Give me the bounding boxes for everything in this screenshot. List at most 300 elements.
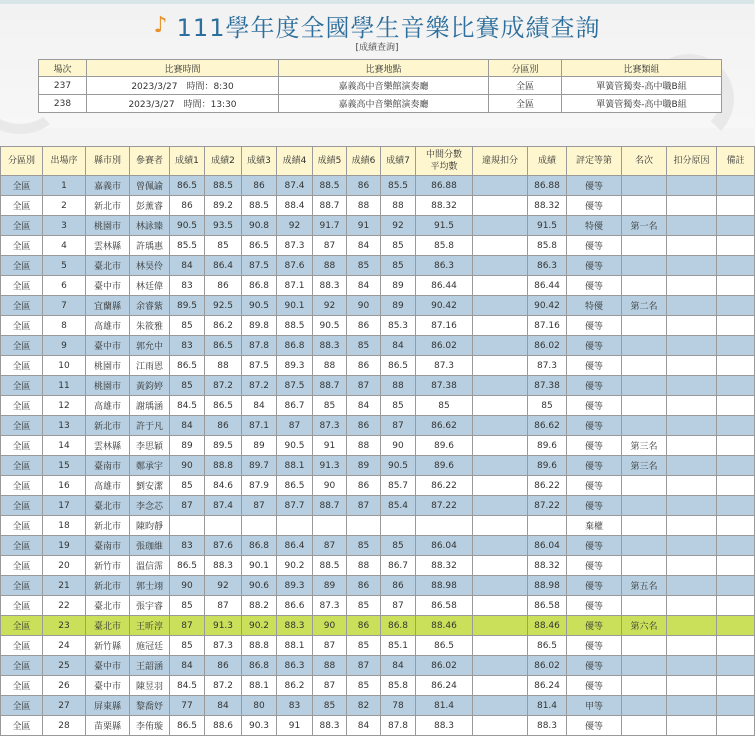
table-cell: 84	[347, 276, 381, 296]
table-cell: 87.4	[277, 176, 313, 196]
table-cell: 陳昀靜	[130, 516, 170, 536]
title-wrap	[0, 8, 754, 43]
table-cell	[667, 656, 717, 676]
table-cell: 92	[205, 576, 242, 596]
table-cell: 全區	[1, 576, 43, 596]
table-cell: 85	[381, 536, 416, 556]
table-cell: 90	[313, 476, 347, 496]
table-cell: 全區	[1, 656, 43, 676]
table-cell: 全區	[1, 676, 43, 696]
table-cell: 優等	[567, 596, 622, 616]
table-cell: 臺南市	[86, 536, 130, 556]
table-cell: 81.4	[528, 696, 567, 716]
table-cell: 88.46	[416, 616, 473, 636]
table-cell	[667, 276, 717, 296]
table-cell: 85	[313, 696, 347, 716]
table-cell: 87.38	[528, 376, 567, 396]
table-cell: 90.6	[242, 576, 277, 596]
table-cell: 優等	[567, 616, 622, 636]
table-cell: 全區	[1, 516, 43, 536]
table-cell: 優等	[567, 576, 622, 596]
table-cell: 86.6	[277, 596, 313, 616]
table-cell	[473, 476, 528, 496]
results-header-cell: 出場序	[43, 147, 86, 176]
table-cell	[717, 556, 755, 576]
table-cell: 88.5	[277, 316, 313, 336]
table-row	[1, 296, 755, 316]
table-cell: 87	[313, 236, 347, 256]
table-cell: 余睿紫	[130, 296, 170, 316]
table-cell: 雲林縣	[86, 236, 130, 256]
table-cell: 87.3	[277, 236, 313, 256]
table-cell	[667, 256, 717, 276]
table-cell	[667, 336, 717, 356]
table-cell	[667, 456, 717, 476]
table-cell	[622, 416, 667, 436]
table-row	[1, 576, 755, 596]
table-cell	[717, 436, 755, 456]
table-row	[1, 476, 755, 496]
table-cell	[667, 676, 717, 696]
table-cell: 91	[347, 216, 381, 236]
table-cell: 全區	[1, 616, 43, 636]
table-cell: 93.5	[205, 216, 242, 236]
table-cell: 87	[170, 616, 205, 636]
table-cell	[622, 676, 667, 696]
table-cell: 88.1	[277, 636, 313, 656]
table-cell: 85	[381, 396, 416, 416]
table-cell: 87	[205, 596, 242, 616]
table-cell	[717, 616, 755, 636]
table-cell	[667, 516, 717, 536]
table-cell: 88	[347, 556, 381, 576]
table-cell: 雲林縣	[86, 436, 130, 456]
table-cell: 87	[242, 496, 277, 516]
results-header-cell: 違規扣分	[473, 147, 528, 176]
table-cell: 87.3	[416, 356, 473, 376]
table-cell: 91	[277, 716, 313, 736]
table-cell	[622, 276, 667, 296]
table-cell: 24	[43, 636, 86, 656]
info-row	[39, 95, 722, 113]
table-cell: 優等	[567, 556, 622, 576]
table-cell	[717, 656, 755, 676]
table-cell: 郭允中	[130, 336, 170, 356]
table-cell: 全區	[1, 316, 43, 336]
info-cell: 2023/3/27 時間：8:30	[87, 77, 279, 95]
table-cell: 王昕淳	[130, 616, 170, 636]
table-cell: 第五名	[622, 576, 667, 596]
table-cell: 86.24	[416, 676, 473, 696]
table-cell: 86.8	[242, 656, 277, 676]
table-cell: 83	[277, 696, 313, 716]
table-cell	[717, 376, 755, 396]
table-cell: 89	[242, 436, 277, 456]
table-cell: 89	[381, 296, 416, 316]
table-cell	[622, 376, 667, 396]
page-subtitle: [成績查詢]	[355, 43, 399, 53]
table-cell: 88.6	[205, 716, 242, 736]
table-cell: 88.5	[242, 196, 277, 216]
table-cell: 7	[43, 296, 86, 316]
table-cell: 28	[43, 716, 86, 736]
table-cell: 優等	[567, 456, 622, 476]
table-cell: 87.6	[277, 256, 313, 276]
results-header-cell: 成績7	[381, 147, 416, 176]
table-cell: 新北市	[86, 196, 130, 216]
table-row	[1, 176, 755, 196]
table-cell: 全區	[1, 456, 43, 476]
table-cell	[667, 636, 717, 656]
table-cell	[717, 396, 755, 416]
table-cell	[622, 516, 667, 536]
table-cell: 桃園市	[86, 376, 130, 396]
table-cell: 88.7	[313, 196, 347, 216]
table-cell: 88.32	[528, 196, 567, 216]
table-row	[1, 716, 755, 736]
table-cell: 86	[347, 616, 381, 636]
table-cell: 6	[43, 276, 86, 296]
table-cell: 86.62	[528, 416, 567, 436]
table-cell: 86	[170, 196, 205, 216]
table-cell	[717, 596, 755, 616]
table-cell: 87	[313, 536, 347, 556]
table-cell: 84	[347, 716, 381, 736]
table-cell: 88.7	[313, 376, 347, 396]
table-cell	[622, 596, 667, 616]
table-cell	[473, 556, 528, 576]
table-cell: 85	[528, 396, 567, 416]
table-cell: 宜蘭縣	[86, 296, 130, 316]
table-cell: 92.5	[205, 296, 242, 316]
table-cell	[667, 376, 717, 396]
table-cell: 89.2	[205, 196, 242, 216]
table-cell: 88	[313, 256, 347, 276]
table-cell: 85	[170, 316, 205, 336]
table-cell	[622, 356, 667, 376]
table-cell: 84.5	[170, 396, 205, 416]
table-cell: 80	[242, 696, 277, 716]
table-cell	[622, 656, 667, 676]
table-cell: 優等	[567, 376, 622, 396]
table-cell: 王韶涵	[130, 656, 170, 676]
table-row	[1, 396, 755, 416]
table-cell: 90.3	[242, 716, 277, 736]
table-cell: 88.3	[528, 716, 567, 736]
table-cell: 87.3	[528, 356, 567, 376]
table-cell	[622, 196, 667, 216]
table-cell	[622, 636, 667, 656]
table-cell: 86.24	[528, 676, 567, 696]
table-cell: 85	[170, 636, 205, 656]
table-cell	[667, 356, 717, 376]
table-cell: 全區	[1, 296, 43, 316]
info-cell: 全區	[489, 95, 562, 113]
table-cell	[717, 316, 755, 336]
table-cell: 88.3	[205, 556, 242, 576]
table-cell: 甲等	[567, 696, 622, 716]
table-cell: 86.2	[205, 316, 242, 336]
table-cell	[622, 336, 667, 356]
table-cell	[473, 516, 528, 536]
table-cell: 屏東縣	[86, 696, 130, 716]
table-cell	[473, 276, 528, 296]
table-cell: 全區	[1, 476, 43, 496]
table-cell: 棄權	[567, 516, 622, 536]
table-cell: 88	[381, 196, 416, 216]
table-cell	[717, 456, 755, 476]
table-cell	[667, 416, 717, 436]
table-cell	[622, 176, 667, 196]
info-cell: 全區	[489, 77, 562, 95]
table-cell: 優等	[567, 256, 622, 276]
table-cell: 86.8	[242, 536, 277, 556]
table-cell: 85	[347, 256, 381, 276]
table-cell: 86.5	[528, 636, 567, 656]
table-row	[1, 516, 755, 536]
table-cell	[473, 256, 528, 276]
info-cell: 237	[39, 77, 87, 95]
table-cell	[416, 516, 473, 536]
table-cell: 87.4	[205, 496, 242, 516]
info-cell: 單簧管獨奏-高中職B組	[562, 95, 722, 113]
results-header-cell: 扣分原因	[667, 147, 717, 176]
table-cell: 全區	[1, 236, 43, 256]
table-cell: 優等	[567, 336, 622, 356]
table-cell	[667, 176, 717, 196]
table-cell: 5	[43, 256, 86, 276]
table-cell: 84	[381, 656, 416, 676]
table-cell: 許于凡	[130, 416, 170, 436]
table-cell: 86	[347, 576, 381, 596]
table-cell: 臺中市	[86, 676, 130, 696]
table-cell: 新北市	[86, 416, 130, 436]
table-cell: 優等	[567, 636, 622, 656]
table-cell: 86.5	[170, 356, 205, 376]
table-cell: 臺中市	[86, 276, 130, 296]
table-cell: 88.3	[277, 616, 313, 636]
results-header-cell: 成績5	[313, 147, 347, 176]
table-cell	[622, 236, 667, 256]
table-cell: 90	[313, 616, 347, 636]
table-cell: 89	[170, 436, 205, 456]
table-cell: 87.5	[242, 356, 277, 376]
info-header-cell: 比賽類組	[562, 60, 722, 77]
table-row	[1, 256, 755, 276]
table-cell: 87.2	[242, 376, 277, 396]
table-cell: 第三名	[622, 436, 667, 456]
table-cell: 88.3	[313, 336, 347, 356]
table-cell	[622, 496, 667, 516]
results-header-cell: 成績4	[277, 147, 313, 176]
table-cell: 鄭承宇	[130, 456, 170, 476]
table-cell	[473, 496, 528, 516]
table-cell: 87	[347, 376, 381, 396]
table-cell: 張珈維	[130, 536, 170, 556]
table-cell	[717, 676, 755, 696]
info-cell: 嘉義高中音樂館演奏廳	[279, 95, 489, 113]
info-header-cell: 比賽地點	[279, 60, 489, 77]
table-cell	[717, 336, 755, 356]
table-cell: 86.8	[381, 616, 416, 636]
table-cell: 桃園市	[86, 216, 130, 236]
table-cell: 86.5	[381, 356, 416, 376]
table-cell: 86	[347, 176, 381, 196]
table-cell: 90.1	[277, 296, 313, 316]
table-cell: 優等	[567, 716, 622, 736]
table-cell: 第六名	[622, 616, 667, 636]
table-cell: 87.16	[528, 316, 567, 336]
page-title: 111學年度全國學生音樂比賽成績查詢	[176, 14, 601, 42]
table-cell: 優等	[567, 676, 622, 696]
table-cell: 全區	[1, 596, 43, 616]
table-cell	[667, 536, 717, 556]
table-cell: 86.22	[416, 476, 473, 496]
table-cell: 86.04	[416, 536, 473, 556]
table-cell: 88	[381, 376, 416, 396]
table-cell: 86.88	[528, 176, 567, 196]
table-cell: 苗栗縣	[86, 716, 130, 736]
table-cell: 85	[347, 676, 381, 696]
table-cell: 李思穎	[130, 436, 170, 456]
table-cell	[667, 316, 717, 336]
table-cell: 黃鈞婷	[130, 376, 170, 396]
table-cell: 90.42	[416, 296, 473, 316]
table-row	[1, 456, 755, 476]
table-cell: 91.3	[205, 616, 242, 636]
table-cell: 全區	[1, 256, 43, 276]
table-cell: 88.8	[242, 636, 277, 656]
table-cell	[667, 716, 717, 736]
table-cell: 86.8	[277, 336, 313, 356]
table-cell: 全區	[1, 216, 43, 236]
table-cell: 全區	[1, 436, 43, 456]
table-cell	[473, 396, 528, 416]
table-cell: 85	[170, 596, 205, 616]
table-cell: 86.5	[242, 236, 277, 256]
table-cell: 19	[43, 536, 86, 556]
table-cell	[622, 256, 667, 276]
table-cell: 86.7	[381, 556, 416, 576]
table-cell: 第二名	[622, 296, 667, 316]
table-cell	[717, 576, 755, 596]
table-cell: 87.9	[242, 476, 277, 496]
table-cell: 85	[313, 396, 347, 416]
table-cell: 臺北市	[86, 496, 130, 516]
table-row	[1, 276, 755, 296]
table-row	[1, 616, 755, 636]
table-cell	[473, 696, 528, 716]
table-cell: 88	[347, 196, 381, 216]
results-header-cell: 成績2	[205, 147, 242, 176]
table-cell: 90.42	[528, 296, 567, 316]
table-cell	[473, 376, 528, 396]
table-cell: 李侑璇	[130, 716, 170, 736]
table-cell: 77	[170, 696, 205, 716]
table-cell: 85	[347, 596, 381, 616]
table-cell: 85	[416, 396, 473, 416]
table-cell: 優等	[567, 416, 622, 436]
table-cell: 87	[277, 416, 313, 436]
table-cell: 26	[43, 676, 86, 696]
table-cell: 83	[170, 536, 205, 556]
table-cell: 86.4	[205, 256, 242, 276]
table-cell	[717, 476, 755, 496]
table-cell: 全區	[1, 496, 43, 516]
table-cell: 86.3	[277, 656, 313, 676]
table-cell: 88.4	[277, 196, 313, 216]
table-cell: 臺北市	[86, 596, 130, 616]
table-cell	[473, 456, 528, 476]
table-cell: 86.3	[416, 256, 473, 276]
table-cell: 88	[313, 656, 347, 676]
table-cell: 91.3	[313, 456, 347, 476]
table-row	[1, 236, 755, 256]
table-cell	[473, 236, 528, 256]
table-cell: 88.5	[313, 556, 347, 576]
table-cell: 優等	[567, 276, 622, 296]
results-header-cell: 成績	[528, 147, 567, 176]
table-cell: 85	[205, 236, 242, 256]
table-cell: 全區	[1, 376, 43, 396]
table-cell: 86.44	[416, 276, 473, 296]
table-cell: 85.7	[381, 476, 416, 496]
table-cell: 高雄市	[86, 476, 130, 496]
table-cell: 87.8	[381, 716, 416, 736]
table-cell: 4	[43, 236, 86, 256]
table-cell: 89.8	[242, 316, 277, 336]
info-header-cell: 場次	[39, 60, 87, 77]
table-cell: 9	[43, 336, 86, 356]
table-cell: 86	[205, 416, 242, 436]
table-cell: 84	[381, 336, 416, 356]
table-cell: 87	[381, 416, 416, 436]
table-cell: 特優	[567, 296, 622, 316]
table-cell: 溫信霈	[130, 556, 170, 576]
table-cell: 第一名	[622, 216, 667, 236]
table-cell: 86.44	[528, 276, 567, 296]
table-cell	[473, 296, 528, 316]
table-cell	[528, 516, 567, 536]
table-cell: 87.5	[277, 376, 313, 396]
table-cell: 90.5	[170, 216, 205, 236]
table-cell: 88.32	[416, 196, 473, 216]
table-cell: 優等	[567, 436, 622, 456]
table-cell: 14	[43, 436, 86, 456]
table-cell: 90.8	[242, 216, 277, 236]
info-cell: 嘉義高中音樂館演奏廳	[279, 77, 489, 95]
table-cell: 86	[347, 416, 381, 436]
table-cell: 86.04	[528, 536, 567, 556]
table-cell: 87.8	[242, 336, 277, 356]
table-cell: 87.2	[205, 676, 242, 696]
table-cell: 86.2	[277, 676, 313, 696]
table-cell: 91	[313, 436, 347, 456]
table-cell: 全區	[1, 176, 43, 196]
table-cell: 84	[170, 656, 205, 676]
table-cell: 86	[205, 656, 242, 676]
table-cell: 90	[347, 296, 381, 316]
table-cell: 92	[277, 216, 313, 236]
table-cell	[473, 616, 528, 636]
table-cell: 85.4	[381, 496, 416, 516]
table-cell: 第三名	[622, 456, 667, 476]
table-cell: 87.7	[277, 496, 313, 516]
table-cell: 23	[43, 616, 86, 636]
table-cell: 86	[347, 356, 381, 376]
table-cell: 臺中市	[86, 336, 130, 356]
table-cell	[473, 356, 528, 376]
